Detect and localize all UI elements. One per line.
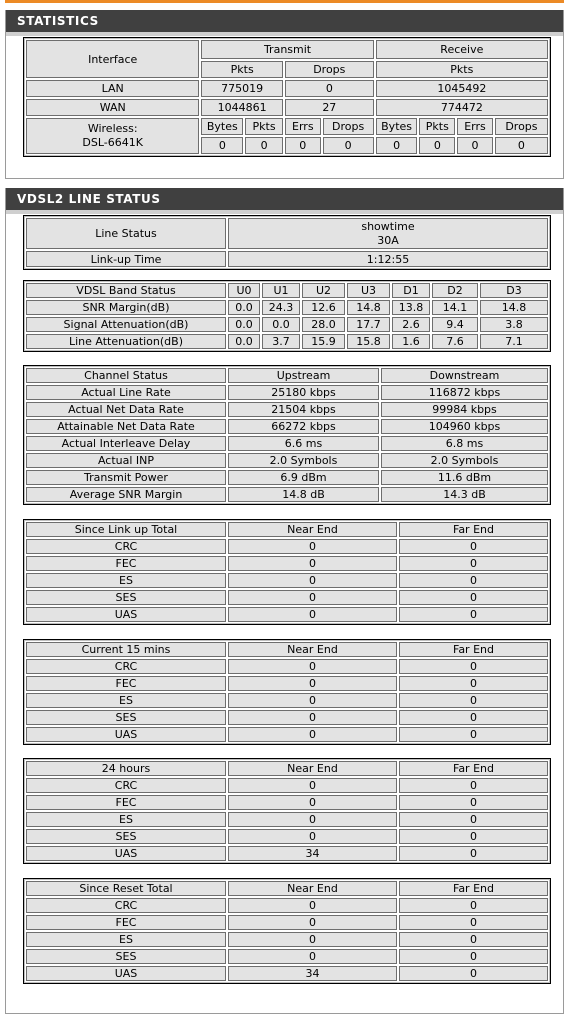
channel-row-label: Actual Net Data Rate: [26, 402, 226, 417]
far-end-value: 0: [399, 556, 548, 571]
wl-tx-bytes: 0: [201, 137, 243, 154]
wl-tx-pkts: 0: [245, 137, 283, 154]
far-end-value: 0: [399, 727, 548, 742]
wan-rx-pkts: 774472: [376, 99, 548, 116]
wan-label: WAN: [26, 99, 199, 116]
vdsl-section: [5, 188, 564, 1014]
near-end-header: Near End: [228, 642, 397, 657]
counter-label: CRC: [26, 539, 226, 554]
band-value-d2: 14.1: [432, 300, 478, 315]
counter-header-row: [26, 761, 548, 776]
near-end-value: 0: [228, 812, 397, 827]
far-end-header: Far End: [399, 522, 548, 537]
interface-header: Interface: [26, 40, 199, 78]
counter-header-row: [26, 522, 548, 537]
counter-label: UAS: [26, 607, 226, 622]
upstream-value: 21504 kbps: [228, 402, 379, 417]
band-value-u3: 17.7: [347, 317, 390, 332]
lan-label: LAN: [26, 80, 199, 97]
counter-title: 24 hours: [26, 761, 226, 776]
far-end-value: 0: [399, 710, 548, 725]
wireless-label: Wireless:: [87, 122, 138, 135]
band-col-u1: U1: [262, 283, 300, 298]
channel-row-actual-net-data-rate: [26, 402, 548, 417]
far-end-value: 0: [399, 966, 548, 981]
band-value-u1: 24.3: [262, 300, 300, 315]
lan-row: [26, 80, 548, 97]
band-value-u2: 15.9: [302, 334, 345, 349]
channel-row-actual-line-rate: [26, 385, 548, 400]
far-end-value: 0: [399, 590, 548, 605]
wl-col-tx-drops: Drops: [323, 118, 374, 135]
counter-label: SES: [26, 590, 226, 605]
channel-header-downstream: Downstream: [381, 368, 548, 383]
near-end-header: Near End: [228, 881, 397, 896]
band-value-d3: 14.8: [480, 300, 548, 315]
wl-tx-drops: 0: [323, 137, 374, 154]
counter-row-es: [26, 573, 548, 588]
wl-col-rx-errs: Errs: [457, 118, 493, 135]
receive-header: Receive: [376, 40, 548, 59]
near-end-value: 0: [228, 829, 397, 844]
line-profile: 30A: [377, 233, 399, 247]
channel-row-label: Attainable Net Data Rate: [26, 419, 226, 434]
top-accent-line: [5, 0, 564, 3]
downstream-value: 104960 kbps: [381, 419, 548, 434]
channel-row-average-snr-margin: [26, 487, 548, 502]
band-value-u0: 0.0: [228, 317, 260, 332]
counter-row-fec: [26, 915, 548, 930]
counter-label: FEC: [26, 676, 226, 691]
counter-row-crc: [26, 898, 548, 913]
near-end-value: 0: [228, 932, 397, 947]
counter-row-ses: [26, 590, 548, 605]
vdsl-title: VDSL2 LINE STATUS: [6, 188, 563, 214]
band-row-signal-attenuation-db: [26, 317, 548, 332]
band-value-d2: 9.4: [432, 317, 478, 332]
channel-header-channel-status: Channel Status: [26, 368, 226, 383]
channel-row-label: Actual INP: [26, 453, 226, 468]
near-end-value: 0: [228, 727, 397, 742]
lan-rx-pkts: 1045492: [376, 80, 548, 97]
near-end-value: 0: [228, 710, 397, 725]
statistics-section: [5, 10, 564, 179]
counter-table-since-link-up-total: [23, 519, 551, 625]
linkup-value: 1:12:55: [228, 251, 548, 267]
far-end-header: Far End: [399, 881, 548, 896]
near-end-header: Near End: [228, 761, 397, 776]
transmit-header: Transmit: [201, 40, 373, 59]
wireless-label-cell: [26, 118, 199, 154]
band-col-d3: D3: [480, 283, 548, 298]
linkup-row: [26, 251, 548, 267]
counter-row-fec: [26, 556, 548, 571]
rx-pkts-header: Pkts: [376, 61, 548, 78]
line-status-table: [23, 215, 551, 270]
line-status-value: showtime: [361, 219, 415, 233]
band-value-u3: 15.8: [347, 334, 390, 349]
linkup-label: Link-up Time: [26, 251, 226, 267]
far-end-value: 0: [399, 693, 548, 708]
wan-tx-pkts: 1044861: [201, 99, 283, 116]
channel-row-attainable-net-data-rate: [26, 419, 548, 434]
counter-row-uas: [26, 727, 548, 742]
far-end-value: 0: [399, 846, 548, 861]
downstream-value: 14.3 dB: [381, 487, 548, 502]
far-end-value: 0: [399, 812, 548, 827]
counter-row-uas: [26, 966, 548, 981]
counter-label: CRC: [26, 898, 226, 913]
counter-label: SES: [26, 829, 226, 844]
band-status-header: VDSL Band Status: [26, 283, 226, 298]
far-end-header: Far End: [399, 642, 548, 657]
counter-row-ses: [26, 829, 548, 844]
counter-row-uas: [26, 846, 548, 861]
band-row-label: Signal Attenuation(dB): [26, 317, 226, 332]
counter-title: Since Link up Total: [26, 522, 226, 537]
channel-row-label: Actual Interleave Delay: [26, 436, 226, 451]
counter-label: ES: [26, 812, 226, 827]
wl-col-rx-drops: Drops: [495, 118, 548, 135]
upstream-value: 25180 kbps: [228, 385, 379, 400]
near-end-value: 0: [228, 590, 397, 605]
far-end-value: 0: [399, 949, 548, 964]
counter-row-uas: [26, 607, 548, 622]
wl-col-tx-errs: Errs: [285, 118, 321, 135]
statistics-table: [23, 37, 551, 157]
wl-col-tx-bytes: Bytes: [201, 118, 243, 135]
counter-label: FEC: [26, 915, 226, 930]
channel-status-table: [23, 365, 551, 505]
band-header-row: [26, 283, 548, 298]
near-end-value: 0: [228, 607, 397, 622]
counter-row-ses: [26, 949, 548, 964]
downstream-value: 2.0 Symbols: [381, 453, 548, 468]
band-col-u3: U3: [347, 283, 390, 298]
counter-table-current-15-mins: [23, 639, 551, 745]
line-status-row: [26, 218, 548, 249]
near-end-value: 34: [228, 966, 397, 981]
downstream-value: 99984 kbps: [381, 402, 548, 417]
band-col-u2: U2: [302, 283, 345, 298]
far-end-value: 0: [399, 607, 548, 622]
near-end-value: 0: [228, 898, 397, 913]
far-end-value: 0: [399, 829, 548, 844]
band-row-label: Line Attenuation(dB): [26, 334, 226, 349]
near-end-value: 0: [228, 573, 397, 588]
far-end-value: 0: [399, 539, 548, 554]
far-end-value: 0: [399, 778, 548, 793]
band-value-u0: 0.0: [228, 334, 260, 349]
band-value-d1: 1.6: [392, 334, 430, 349]
counter-label: CRC: [26, 659, 226, 674]
downstream-value: 6.8 ms: [381, 436, 548, 451]
channel-row-transmit-power: [26, 470, 548, 485]
far-end-value: 0: [399, 659, 548, 674]
downstream-value: 11.6 dBm: [381, 470, 548, 485]
line-status-label: Line Status: [26, 218, 226, 249]
wl-rx-errs: 0: [457, 137, 493, 154]
band-value-u1: 0.0: [262, 317, 300, 332]
near-end-value: 0: [228, 795, 397, 810]
statistics-title: STATISTICS: [6, 10, 563, 36]
channel-header-upstream: Upstream: [228, 368, 379, 383]
upstream-value: 6.9 dBm: [228, 470, 379, 485]
wireless-ssid: DSL-6641K: [82, 136, 143, 149]
upstream-value: 14.8 dB: [228, 487, 379, 502]
tx-pkts-header: Pkts: [201, 61, 283, 78]
counter-label: FEC: [26, 795, 226, 810]
band-value-d3: 7.1: [480, 334, 548, 349]
wl-tx-errs: 0: [285, 137, 321, 154]
counter-row-fec: [26, 795, 548, 810]
far-end-value: 0: [399, 915, 548, 930]
wan-row: [26, 99, 548, 116]
channel-row-label: Transmit Power: [26, 470, 226, 485]
counter-table-24-hours: [23, 758, 551, 864]
far-end-value: 0: [399, 676, 548, 691]
counter-row-es: [26, 693, 548, 708]
counter-title: Current 15 mins: [26, 642, 226, 657]
near-end-value: 0: [228, 915, 397, 930]
near-end-value: 0: [228, 539, 397, 554]
channel-row-label: Average SNR Margin: [26, 487, 226, 502]
band-value-d1: 13.8: [392, 300, 430, 315]
counter-label: CRC: [26, 778, 226, 793]
channel-header-row: [26, 368, 548, 383]
band-value-u0: 0.0: [228, 300, 260, 315]
near-end-value: 0: [228, 778, 397, 793]
lan-tx-pkts: 775019: [201, 80, 283, 97]
band-col-d1: D1: [392, 283, 430, 298]
tx-drops-header: Drops: [285, 61, 374, 78]
lan-tx-drops: 0: [285, 80, 374, 97]
band-row-line-attenuation-db: [26, 334, 548, 349]
counter-row-crc: [26, 778, 548, 793]
counter-row-es: [26, 932, 548, 947]
channel-row-actual-inp: [26, 453, 548, 468]
channel-row-label: Actual Line Rate: [26, 385, 226, 400]
upstream-value: 66272 kbps: [228, 419, 379, 434]
counter-row-crc: [26, 539, 548, 554]
counter-row-es: [26, 812, 548, 827]
wl-rx-pkts: 0: [419, 137, 455, 154]
counter-table-since-reset-total: [23, 878, 551, 984]
band-col-u0: U0: [228, 283, 260, 298]
band-value-u2: 28.0: [302, 317, 345, 332]
counter-label: SES: [26, 710, 226, 725]
counter-label: ES: [26, 573, 226, 588]
upstream-value: 6.6 ms: [228, 436, 379, 451]
upstream-value: 2.0 Symbols: [228, 453, 379, 468]
wl-rx-drops: 0: [495, 137, 548, 154]
counter-label: ES: [26, 932, 226, 947]
near-end-value: 0: [228, 676, 397, 691]
counter-label: UAS: [26, 846, 226, 861]
counter-label: UAS: [26, 966, 226, 981]
counter-row-ses: [26, 710, 548, 725]
band-value-u3: 14.8: [347, 300, 390, 315]
far-end-value: 0: [399, 795, 548, 810]
counter-label: UAS: [26, 727, 226, 742]
band-row-snr-margin-db: [26, 300, 548, 315]
counter-title: Since Reset Total: [26, 881, 226, 896]
counter-header-row: [26, 881, 548, 896]
near-end-value: 34: [228, 846, 397, 861]
near-end-value: 0: [228, 949, 397, 964]
band-row-label: SNR Margin(dB): [26, 300, 226, 315]
near-end-value: 0: [228, 556, 397, 571]
band-value-d2: 7.6: [432, 334, 478, 349]
far-end-value: 0: [399, 932, 548, 947]
channel-row-actual-interleave-delay: [26, 436, 548, 451]
band-value-d3: 3.8: [480, 317, 548, 332]
band-value-u1: 3.7: [262, 334, 300, 349]
counter-header-row: [26, 642, 548, 657]
wl-rx-bytes: 0: [376, 137, 418, 154]
near-end-value: 0: [228, 693, 397, 708]
wan-tx-drops: 27: [285, 99, 374, 116]
wl-col-rx-pkts: Pkts: [419, 118, 455, 135]
counter-row-crc: [26, 659, 548, 674]
band-col-d2: D2: [432, 283, 478, 298]
band-status-table: [23, 280, 551, 352]
near-end-header: Near End: [228, 522, 397, 537]
downstream-value: 116872 kbps: [381, 385, 548, 400]
counter-row-fec: [26, 676, 548, 691]
far-end-value: 0: [399, 573, 548, 588]
far-end-header: Far End: [399, 761, 548, 776]
wl-col-rx-bytes: Bytes: [376, 118, 418, 135]
near-end-value: 0: [228, 659, 397, 674]
band-value-u2: 12.6: [302, 300, 345, 315]
counter-label: ES: [26, 693, 226, 708]
far-end-value: 0: [399, 898, 548, 913]
line-status-value-cell: [228, 218, 548, 249]
counter-label: FEC: [26, 556, 226, 571]
counter-label: SES: [26, 949, 226, 964]
wl-col-tx-pkts: Pkts: [245, 118, 283, 135]
band-value-d1: 2.6: [392, 317, 430, 332]
